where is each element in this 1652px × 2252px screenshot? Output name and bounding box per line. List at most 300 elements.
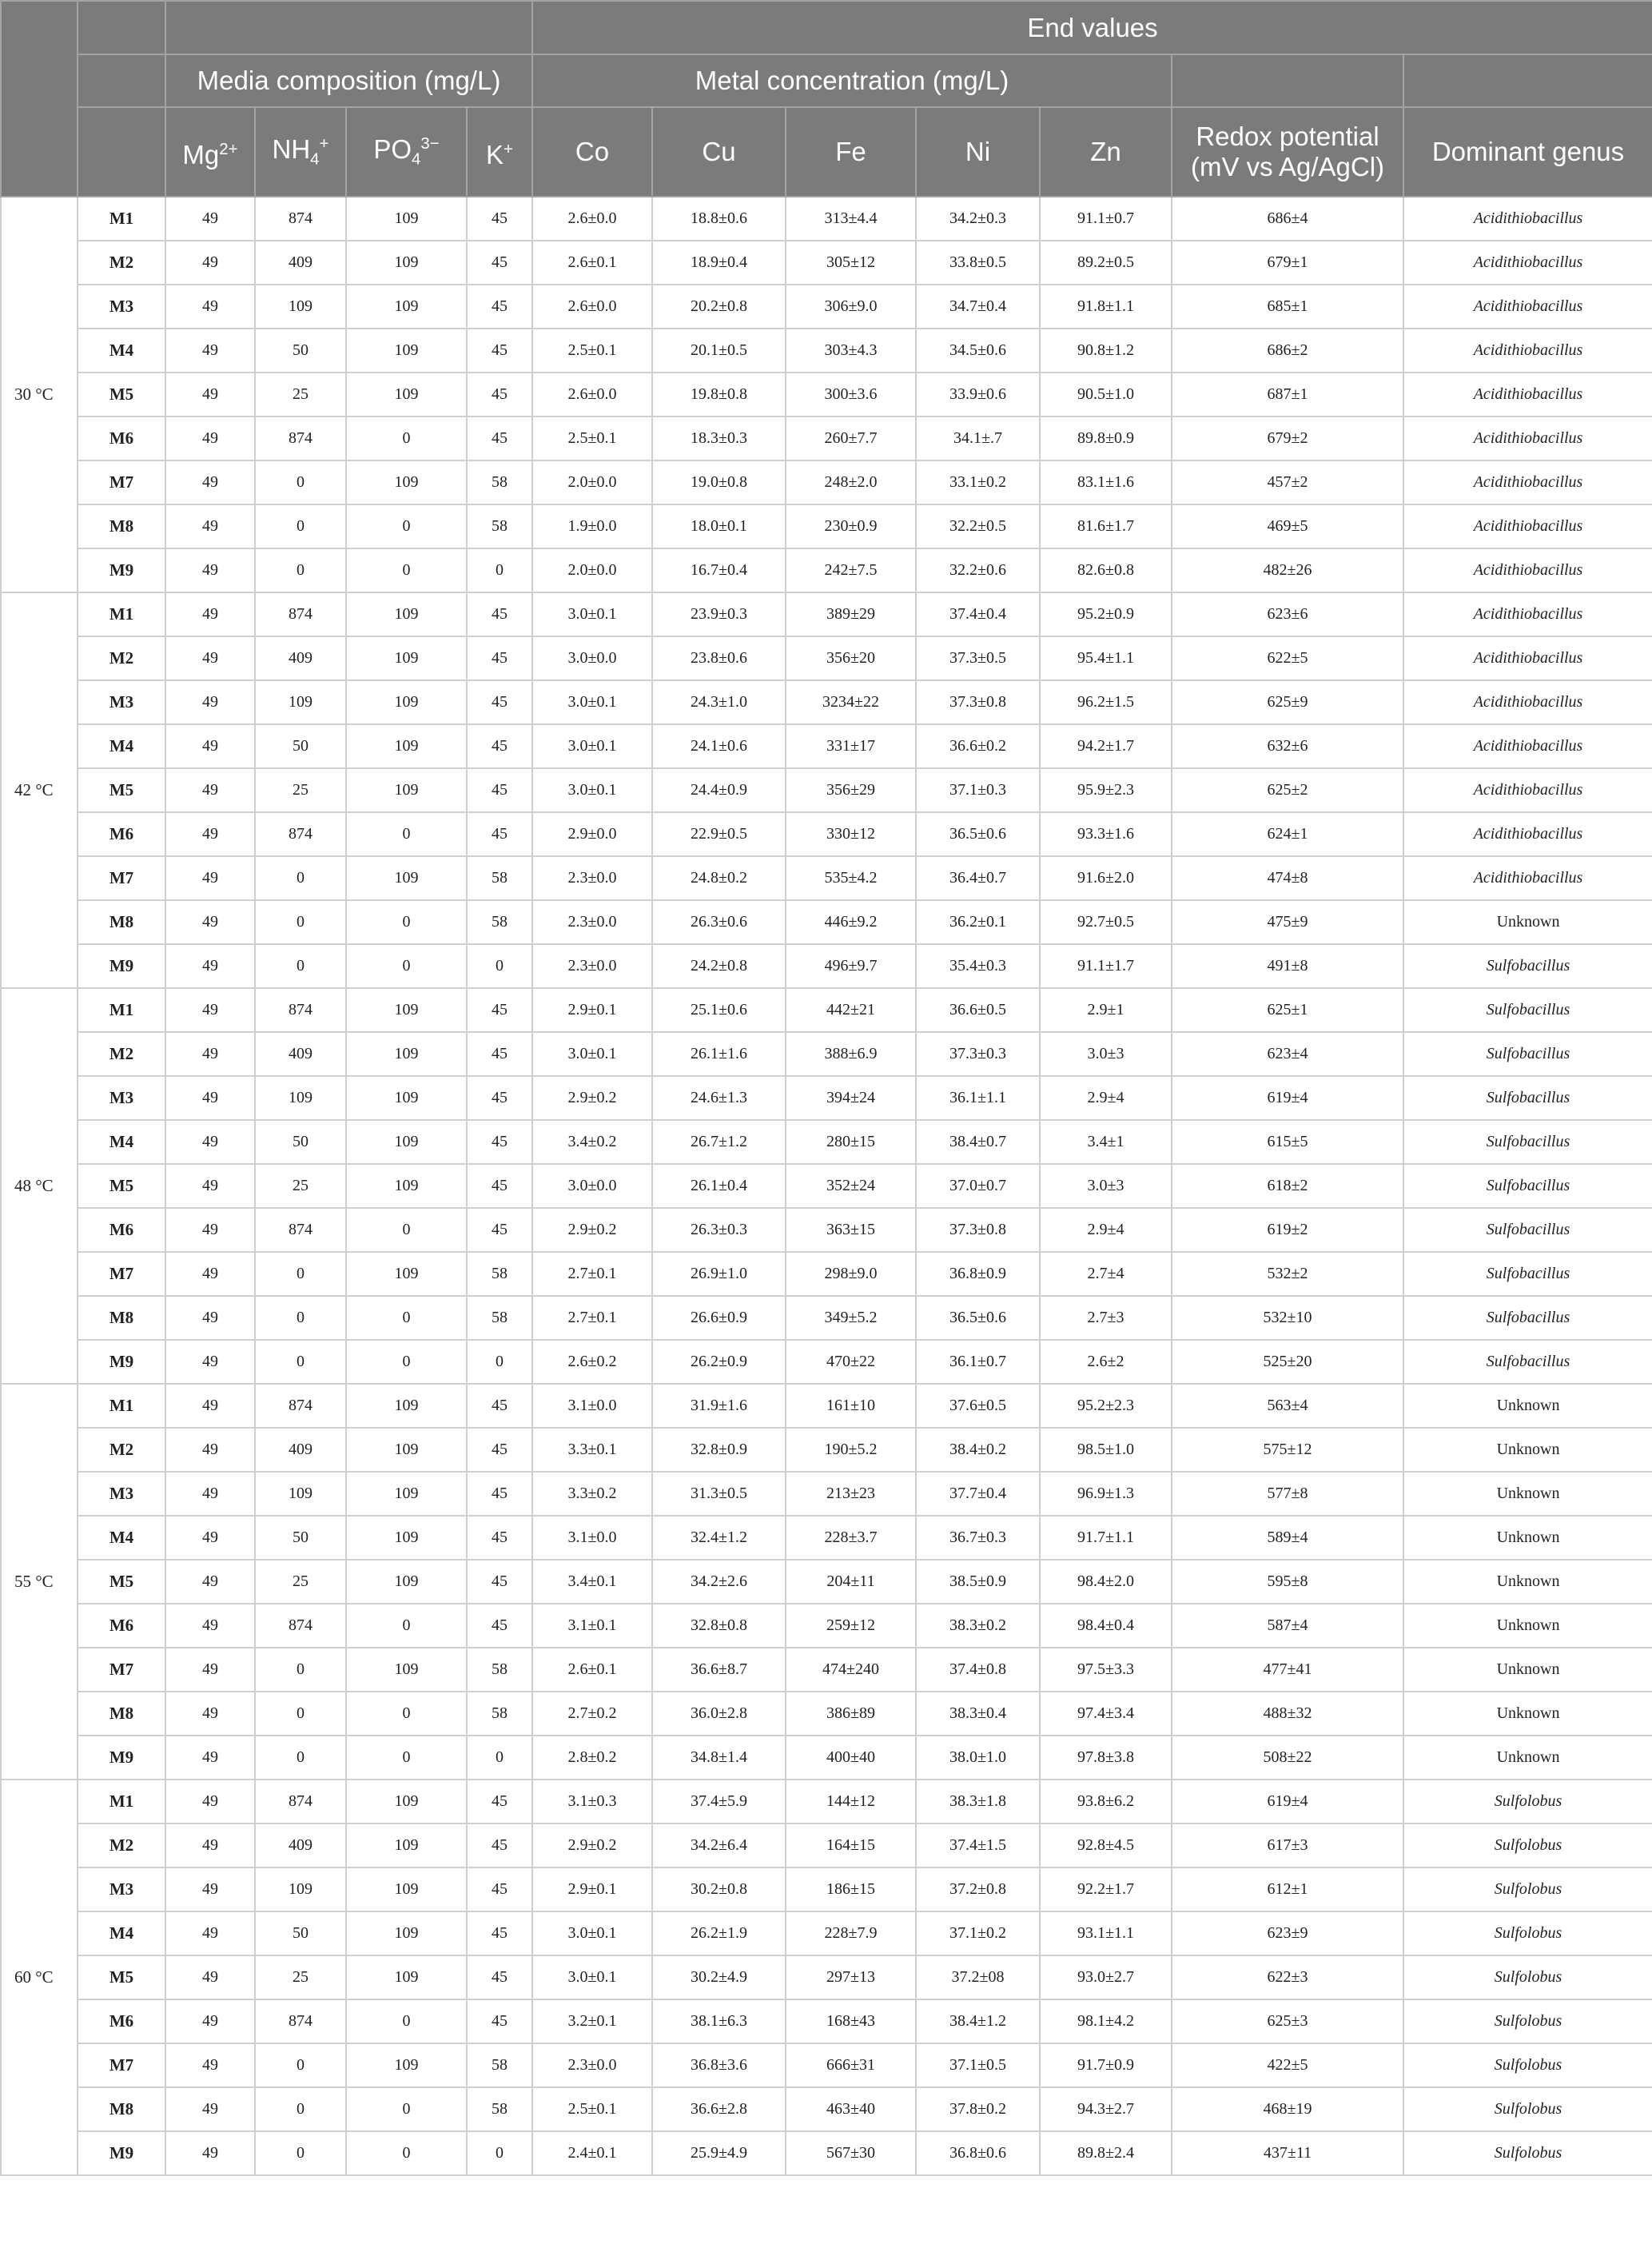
cu-cell: 20.2±0.8 bbox=[652, 285, 786, 329]
fe-cell: 386±89 bbox=[786, 1692, 916, 1736]
nh4-cell: 50 bbox=[255, 724, 346, 768]
nh4-cell: 25 bbox=[255, 1560, 346, 1604]
fe-cell: 388±6.9 bbox=[786, 1032, 916, 1076]
co-cell: 3.1±0.1 bbox=[532, 1604, 652, 1648]
zn-cell: 94.3±2.7 bbox=[1040, 2087, 1172, 2131]
nh4-cell: 874 bbox=[255, 1780, 346, 1824]
table-row bbox=[1, 1296, 1652, 1340]
po4-cell: 109 bbox=[346, 856, 467, 900]
mg-cell: 49 bbox=[165, 1560, 255, 1604]
fe-cell: 474±240 bbox=[786, 1648, 916, 1692]
zn-cell: 91.7±0.9 bbox=[1040, 2043, 1172, 2087]
cu-cell: 22.9±0.5 bbox=[652, 812, 786, 856]
ni-cell: 36.6±0.5 bbox=[916, 988, 1040, 1032]
k-cell: 45 bbox=[467, 680, 532, 724]
co-cell: 2.9±0.1 bbox=[532, 1867, 652, 1911]
ni-cell: 36.5±0.6 bbox=[916, 1296, 1040, 1340]
co-cell: 3.2±0.1 bbox=[532, 1999, 652, 2043]
co-cell: 2.0±0.0 bbox=[532, 548, 652, 592]
redox-cell: 532±10 bbox=[1172, 1296, 1403, 1340]
k-cell: 45 bbox=[467, 1824, 532, 1867]
nh4-cell: 0 bbox=[255, 856, 346, 900]
ni-cell: 36.8±0.9 bbox=[916, 1252, 1040, 1296]
po4-cell: 109 bbox=[346, 2043, 467, 2087]
ni-cell: 36.4±0.7 bbox=[916, 856, 1040, 900]
medium-cell: M4 bbox=[78, 1516, 165, 1560]
fe-cell: 313±4.4 bbox=[786, 197, 916, 241]
redox-cell: 589±4 bbox=[1172, 1516, 1403, 1560]
medium-cell: M1 bbox=[78, 1780, 165, 1824]
cu-cell: 26.1±1.6 bbox=[652, 1032, 786, 1076]
k-cell: 45 bbox=[467, 724, 532, 768]
mg-cell: 49 bbox=[165, 285, 255, 329]
k-cell: 0 bbox=[467, 1736, 532, 1780]
redox-cell: 475±9 bbox=[1172, 900, 1403, 944]
k-cell: 0 bbox=[467, 1340, 532, 1384]
cu-cell: 34.2±2.6 bbox=[652, 1560, 786, 1604]
header-ni: Ni bbox=[916, 107, 1040, 197]
ni-cell: 38.3±1.8 bbox=[916, 1780, 1040, 1824]
genus-cell: Sulfolobus bbox=[1403, 1999, 1652, 2043]
medium-cell: M7 bbox=[78, 856, 165, 900]
ni-cell: 36.5±0.6 bbox=[916, 812, 1040, 856]
zn-cell: 89.8±2.4 bbox=[1040, 2131, 1172, 2175]
co-cell: 2.7±0.2 bbox=[532, 1692, 652, 1736]
genus-cell: Acidithiobacillus bbox=[1403, 197, 1652, 241]
co-cell: 2.6±0.0 bbox=[532, 285, 652, 329]
zn-cell: 98.4±2.0 bbox=[1040, 1560, 1172, 1604]
ni-cell: 36.7±0.3 bbox=[916, 1516, 1040, 1560]
genus-cell: Sulfobacillus bbox=[1403, 1120, 1652, 1164]
ni-cell: 37.8±0.2 bbox=[916, 2087, 1040, 2131]
cu-cell: 24.3±1.0 bbox=[652, 680, 786, 724]
po4-cell: 109 bbox=[346, 1867, 467, 1911]
zn-cell: 3.4±1 bbox=[1040, 1120, 1172, 1164]
ni-cell: 33.9±0.6 bbox=[916, 373, 1040, 417]
medium-cell: M5 bbox=[78, 373, 165, 417]
temperature-cell: 42 °C bbox=[1, 592, 78, 988]
redox-cell: 615±5 bbox=[1172, 1120, 1403, 1164]
ni-cell: 38.0±1.0 bbox=[916, 1736, 1040, 1780]
mg-cell: 49 bbox=[165, 680, 255, 724]
nh4-cell: 109 bbox=[255, 1076, 346, 1120]
po4-cell: 0 bbox=[346, 2087, 467, 2131]
cu-cell: 24.2±0.8 bbox=[652, 944, 786, 988]
fe-cell: 470±22 bbox=[786, 1340, 916, 1384]
table-row bbox=[1, 1472, 1652, 1516]
fe-cell: 248±2.0 bbox=[786, 460, 916, 504]
po4-cell: 109 bbox=[346, 1516, 467, 1560]
mg-cell: 49 bbox=[165, 944, 255, 988]
mg-cell: 49 bbox=[165, 1736, 255, 1780]
co-cell: 3.0±0.1 bbox=[532, 592, 652, 636]
nh4-cell: 109 bbox=[255, 1472, 346, 1516]
genus-cell: Acidithiobacillus bbox=[1403, 460, 1652, 504]
table-row bbox=[1, 1516, 1652, 1560]
k-cell: 45 bbox=[467, 1032, 532, 1076]
genus-cell: Sulfobacillus bbox=[1403, 1032, 1652, 1076]
table-row bbox=[1, 1560, 1652, 1604]
zn-cell: 94.2±1.7 bbox=[1040, 724, 1172, 768]
mg-cell: 49 bbox=[165, 1516, 255, 1560]
temperature-cell: 55 °C bbox=[1, 1384, 78, 1780]
ni-cell: 37.0±0.7 bbox=[916, 1164, 1040, 1208]
genus-cell: Unknown bbox=[1403, 1472, 1652, 1516]
nh4-cell: 109 bbox=[255, 680, 346, 724]
k-cell: 45 bbox=[467, 1076, 532, 1120]
cu-cell: 24.4±0.9 bbox=[652, 768, 786, 812]
table-row bbox=[1, 812, 1652, 856]
co-cell: 3.0±0.1 bbox=[532, 724, 652, 768]
redox-cell: 468±19 bbox=[1172, 2087, 1403, 2131]
redox-cell: 563±4 bbox=[1172, 1384, 1403, 1428]
cu-cell: 18.0±0.1 bbox=[652, 504, 786, 548]
table-row bbox=[1, 768, 1652, 812]
co-cell: 2.8±0.2 bbox=[532, 1736, 652, 1780]
zn-cell: 98.1±4.2 bbox=[1040, 1999, 1172, 2043]
po4-cell: 0 bbox=[346, 1736, 467, 1780]
medium-cell: M6 bbox=[78, 1208, 165, 1252]
co-cell: 2.7±0.1 bbox=[532, 1296, 652, 1340]
co-cell: 2.4±0.1 bbox=[532, 2131, 652, 2175]
k-cell: 45 bbox=[467, 1867, 532, 1911]
medium-cell: M4 bbox=[78, 329, 165, 373]
header-fe: Fe bbox=[786, 107, 916, 197]
k-cell: 45 bbox=[467, 1780, 532, 1824]
ni-cell: 37.3±0.3 bbox=[916, 1032, 1040, 1076]
nh4-cell: 50 bbox=[255, 1516, 346, 1560]
po4-cell: 109 bbox=[346, 1648, 467, 1692]
nh4-cell: 0 bbox=[255, 1340, 346, 1384]
table-row bbox=[1, 1252, 1652, 1296]
fe-cell: 300±3.6 bbox=[786, 373, 916, 417]
mg-cell: 49 bbox=[165, 1296, 255, 1340]
redox-cell: 457±2 bbox=[1172, 460, 1403, 504]
po4-cell: 109 bbox=[346, 460, 467, 504]
medium-cell: M3 bbox=[78, 1867, 165, 1911]
k-cell: 58 bbox=[467, 1692, 532, 1736]
ni-cell: 34.2±0.3 bbox=[916, 197, 1040, 241]
header-mg: $Mg^{2+}$ bbox=[165, 107, 255, 197]
k-cell: 45 bbox=[467, 1911, 532, 1955]
table-row bbox=[1, 1164, 1652, 1208]
ni-cell: 37.1±0.2 bbox=[916, 1911, 1040, 1955]
cu-cell: 30.2±0.8 bbox=[652, 1867, 786, 1911]
zn-cell: 90.5±1.0 bbox=[1040, 373, 1172, 417]
zn-cell: 97.8±3.8 bbox=[1040, 1736, 1172, 1780]
header-redox: Redox potential (mV vs Ag/AgCl) bbox=[1172, 107, 1403, 197]
po4-cell: 109 bbox=[346, 724, 467, 768]
po4-cell: 109 bbox=[346, 1955, 467, 1999]
redox-cell: 622±3 bbox=[1172, 1955, 1403, 1999]
k-cell: 58 bbox=[467, 856, 532, 900]
fe-cell: 190±5.2 bbox=[786, 1428, 916, 1472]
zn-cell: 96.9±1.3 bbox=[1040, 1472, 1172, 1516]
ni-cell: 37.1±0.3 bbox=[916, 768, 1040, 812]
table-row bbox=[1, 900, 1652, 944]
co-cell: 3.0±0.0 bbox=[532, 636, 652, 680]
ni-cell: 36.6±0.2 bbox=[916, 724, 1040, 768]
po4-cell: 109 bbox=[346, 1120, 467, 1164]
nh4-cell: 0 bbox=[255, 1252, 346, 1296]
zn-cell: 95.4±1.1 bbox=[1040, 636, 1172, 680]
ni-cell: 32.2±0.6 bbox=[916, 548, 1040, 592]
nh4-cell: 0 bbox=[255, 1648, 346, 1692]
redox-cell: 508±22 bbox=[1172, 1736, 1403, 1780]
medium-cell: M3 bbox=[78, 680, 165, 724]
table-row bbox=[1, 1955, 1652, 1999]
temperature-cell: 60 °C bbox=[1, 1780, 78, 2175]
co-cell: 3.3±0.2 bbox=[532, 1472, 652, 1516]
co-cell: 2.9±0.2 bbox=[532, 1208, 652, 1252]
genus-cell: Acidithiobacillus bbox=[1403, 241, 1652, 285]
header-co: Co bbox=[532, 107, 652, 197]
ni-cell: 37.6±0.5 bbox=[916, 1384, 1040, 1428]
k-cell: 45 bbox=[467, 1955, 532, 1999]
k-cell: 45 bbox=[467, 1164, 532, 1208]
fe-cell: 400±40 bbox=[786, 1736, 916, 1780]
mg-cell: 49 bbox=[165, 724, 255, 768]
mg-cell: 49 bbox=[165, 1032, 255, 1076]
zn-cell: 2.9±4 bbox=[1040, 1076, 1172, 1120]
ni-cell: 37.4±1.5 bbox=[916, 1824, 1040, 1867]
medium-cell: M8 bbox=[78, 1692, 165, 1736]
po4-cell: 109 bbox=[346, 1560, 467, 1604]
genus-cell: Unknown bbox=[1403, 1428, 1652, 1472]
zn-cell: 91.8±1.1 bbox=[1040, 285, 1172, 329]
fe-cell: 260±7.7 bbox=[786, 417, 916, 460]
po4-cell: 0 bbox=[346, 1999, 467, 2043]
redox-cell: 619±4 bbox=[1172, 1780, 1403, 1824]
medium-cell: M5 bbox=[78, 1955, 165, 1999]
table-row bbox=[1, 329, 1652, 373]
redox-cell: 679±1 bbox=[1172, 241, 1403, 285]
zn-cell: 2.7±3 bbox=[1040, 1296, 1172, 1340]
ni-cell: 38.3±0.4 bbox=[916, 1692, 1040, 1736]
table-row bbox=[1, 417, 1652, 460]
k-cell: 58 bbox=[467, 1296, 532, 1340]
cu-cell: 18.9±0.4 bbox=[652, 241, 786, 285]
po4-cell: 0 bbox=[346, 1340, 467, 1384]
table-row bbox=[1, 2043, 1652, 2087]
redox-cell: 625±1 bbox=[1172, 988, 1403, 1032]
zn-cell: 92.8±4.5 bbox=[1040, 1824, 1172, 1867]
fe-cell: 228±3.7 bbox=[786, 1516, 916, 1560]
k-cell: 45 bbox=[467, 1120, 532, 1164]
redox-cell: 587±4 bbox=[1172, 1604, 1403, 1648]
medium-cell: M3 bbox=[78, 1076, 165, 1120]
mg-cell: 49 bbox=[165, 1692, 255, 1736]
co-cell: 2.5±0.1 bbox=[532, 329, 652, 373]
cu-cell: 32.8±0.8 bbox=[652, 1604, 786, 1648]
cu-cell: 36.0±2.8 bbox=[652, 1692, 786, 1736]
medium-cell: M8 bbox=[78, 504, 165, 548]
zn-cell: 91.1±0.7 bbox=[1040, 197, 1172, 241]
genus-cell: Acidithiobacillus bbox=[1403, 680, 1652, 724]
mg-cell: 49 bbox=[165, 1999, 255, 2043]
nh4-cell: 409 bbox=[255, 241, 346, 285]
genus-cell: Sulfobacillus bbox=[1403, 944, 1652, 988]
nh4-cell: 0 bbox=[255, 460, 346, 504]
medium-cell: M2 bbox=[78, 1032, 165, 1076]
redox-cell: 619±2 bbox=[1172, 1208, 1403, 1252]
nh4-cell: 0 bbox=[255, 1736, 346, 1780]
k-cell: 45 bbox=[467, 285, 532, 329]
fe-cell: 567±30 bbox=[786, 2131, 916, 2175]
co-cell: 3.1±0.0 bbox=[532, 1384, 652, 1428]
cu-cell: 32.8±0.9 bbox=[652, 1428, 786, 1472]
ni-cell: 37.3±0.5 bbox=[916, 636, 1040, 680]
medium-cell: M6 bbox=[78, 812, 165, 856]
nh4-cell: 50 bbox=[255, 329, 346, 373]
genus-cell: Sulfolobus bbox=[1403, 1911, 1652, 1955]
po4-cell: 0 bbox=[346, 812, 467, 856]
nh4-cell: 25 bbox=[255, 1955, 346, 1999]
zn-cell: 3.0±3 bbox=[1040, 1164, 1172, 1208]
temperature-cell: 48 °C bbox=[1, 988, 78, 1384]
nh4-cell: 409 bbox=[255, 1032, 346, 1076]
fe-cell: 330±12 bbox=[786, 812, 916, 856]
ni-cell: 37.3±0.8 bbox=[916, 1208, 1040, 1252]
nh4-cell: 50 bbox=[255, 1120, 346, 1164]
ni-cell: 34.5±0.6 bbox=[916, 329, 1040, 373]
fe-cell: 356±29 bbox=[786, 768, 916, 812]
po4-cell: 109 bbox=[346, 1076, 467, 1120]
zn-cell: 89.2±0.5 bbox=[1040, 241, 1172, 285]
table-row bbox=[1, 1824, 1652, 1867]
co-cell: 2.6±0.0 bbox=[532, 197, 652, 241]
po4-cell: 109 bbox=[346, 1824, 467, 1867]
redox-cell: 625±2 bbox=[1172, 768, 1403, 812]
table-row bbox=[1, 680, 1652, 724]
genus-cell: Sulfolobus bbox=[1403, 1824, 1652, 1867]
mg-cell: 49 bbox=[165, 460, 255, 504]
genus-cell: Acidithiobacillus bbox=[1403, 856, 1652, 900]
zn-cell: 82.6±0.8 bbox=[1040, 548, 1172, 592]
cu-cell: 34.2±6.4 bbox=[652, 1824, 786, 1867]
redox-cell: 482±26 bbox=[1172, 548, 1403, 592]
fe-cell: 463±40 bbox=[786, 2087, 916, 2131]
cu-cell: 19.0±0.8 bbox=[652, 460, 786, 504]
cu-cell: 26.6±0.9 bbox=[652, 1296, 786, 1340]
fe-cell: 186±15 bbox=[786, 1867, 916, 1911]
medium-cell: M9 bbox=[78, 548, 165, 592]
k-cell: 45 bbox=[467, 197, 532, 241]
co-cell: 3.0±0.1 bbox=[532, 1911, 652, 1955]
co-cell: 2.5±0.1 bbox=[532, 2087, 652, 2131]
genus-cell: Sulfobacillus bbox=[1403, 1076, 1652, 1120]
nh4-cell: 25 bbox=[255, 373, 346, 417]
genus-cell: Acidithiobacillus bbox=[1403, 636, 1652, 680]
genus-cell: Acidithiobacillus bbox=[1403, 504, 1652, 548]
table-row bbox=[1, 1208, 1652, 1252]
mg-cell: 49 bbox=[165, 2131, 255, 2175]
medium-cell: M7 bbox=[78, 1252, 165, 1296]
fe-cell: 666±31 bbox=[786, 2043, 916, 2087]
medium-cell: M6 bbox=[78, 1999, 165, 2043]
medium-cell: M6 bbox=[78, 1604, 165, 1648]
medium-cell: M7 bbox=[78, 460, 165, 504]
mg-cell: 49 bbox=[165, 1076, 255, 1120]
genus-cell: Sulfolobus bbox=[1403, 1780, 1652, 1824]
redox-cell: 612±1 bbox=[1172, 1867, 1403, 1911]
cu-cell: 32.4±1.2 bbox=[652, 1516, 786, 1560]
redox-cell: 686±2 bbox=[1172, 329, 1403, 373]
fe-cell: 280±15 bbox=[786, 1120, 916, 1164]
ni-cell: 38.5±0.9 bbox=[916, 1560, 1040, 1604]
mg-cell: 49 bbox=[165, 1824, 255, 1867]
po4-cell: 109 bbox=[346, 988, 467, 1032]
header-end-values: End values bbox=[532, 1, 1652, 54]
genus-cell: Sulfolobus bbox=[1403, 2043, 1652, 2087]
zn-cell: 93.1±1.1 bbox=[1040, 1911, 1172, 1955]
table-row bbox=[1, 1780, 1652, 1824]
cu-cell: 26.7±1.2 bbox=[652, 1120, 786, 1164]
table-row bbox=[1, 988, 1652, 1032]
table-row bbox=[1, 1692, 1652, 1736]
genus-cell: Sulfobacillus bbox=[1403, 1340, 1652, 1384]
fe-cell: 352±24 bbox=[786, 1164, 916, 1208]
ni-cell: 37.1±0.5 bbox=[916, 2043, 1040, 2087]
ni-cell: 35.4±0.3 bbox=[916, 944, 1040, 988]
cu-cell: 24.8±0.2 bbox=[652, 856, 786, 900]
genus-cell: Unknown bbox=[1403, 1560, 1652, 1604]
genus-cell: Acidithiobacillus bbox=[1403, 592, 1652, 636]
medium-cell: M5 bbox=[78, 768, 165, 812]
table-row bbox=[1, 197, 1652, 241]
mg-cell: 49 bbox=[165, 1780, 255, 1824]
fe-cell: 349±5.2 bbox=[786, 1296, 916, 1340]
nh4-cell: 0 bbox=[255, 504, 346, 548]
medium-cell: M3 bbox=[78, 1472, 165, 1516]
nh4-cell: 109 bbox=[255, 285, 346, 329]
fe-cell: 303±4.3 bbox=[786, 329, 916, 373]
mg-cell: 49 bbox=[165, 417, 255, 460]
po4-cell: 109 bbox=[346, 1164, 467, 1208]
ni-cell: 36.1±0.7 bbox=[916, 1340, 1040, 1384]
k-cell: 58 bbox=[467, 2043, 532, 2087]
medium-cell: M6 bbox=[78, 417, 165, 460]
mg-cell: 49 bbox=[165, 2043, 255, 2087]
k-cell: 45 bbox=[467, 592, 532, 636]
medium-cell: M8 bbox=[78, 900, 165, 944]
table-row bbox=[1, 724, 1652, 768]
mg-cell: 49 bbox=[165, 900, 255, 944]
table-row bbox=[1, 1911, 1652, 1955]
redox-cell: 623±4 bbox=[1172, 1032, 1403, 1076]
temperature-cell: 30 °C bbox=[1, 197, 78, 592]
ni-cell: 38.4±0.2 bbox=[916, 1428, 1040, 1472]
nh4-cell: 0 bbox=[255, 900, 346, 944]
fe-cell: 305±12 bbox=[786, 241, 916, 285]
table-row bbox=[1, 2131, 1652, 2175]
mg-cell: 49 bbox=[165, 1911, 255, 1955]
redox-cell: 685±1 bbox=[1172, 285, 1403, 329]
zn-cell: 95.9±2.3 bbox=[1040, 768, 1172, 812]
zn-cell: 97.5±3.3 bbox=[1040, 1648, 1172, 1692]
co-cell: 3.0±0.1 bbox=[532, 680, 652, 724]
redox-cell: 595±8 bbox=[1172, 1560, 1403, 1604]
po4-cell: 109 bbox=[346, 1472, 467, 1516]
mg-cell: 49 bbox=[165, 1648, 255, 1692]
cu-cell: 31.3±0.5 bbox=[652, 1472, 786, 1516]
po4-cell: 109 bbox=[346, 680, 467, 724]
nh4-cell: 0 bbox=[255, 2131, 346, 2175]
cu-cell: 26.2±1.9 bbox=[652, 1911, 786, 1955]
genus-cell: Sulfobacillus bbox=[1403, 1164, 1652, 1208]
fe-cell: 298±9.0 bbox=[786, 1252, 916, 1296]
genus-cell: Sulfobacillus bbox=[1403, 1252, 1652, 1296]
